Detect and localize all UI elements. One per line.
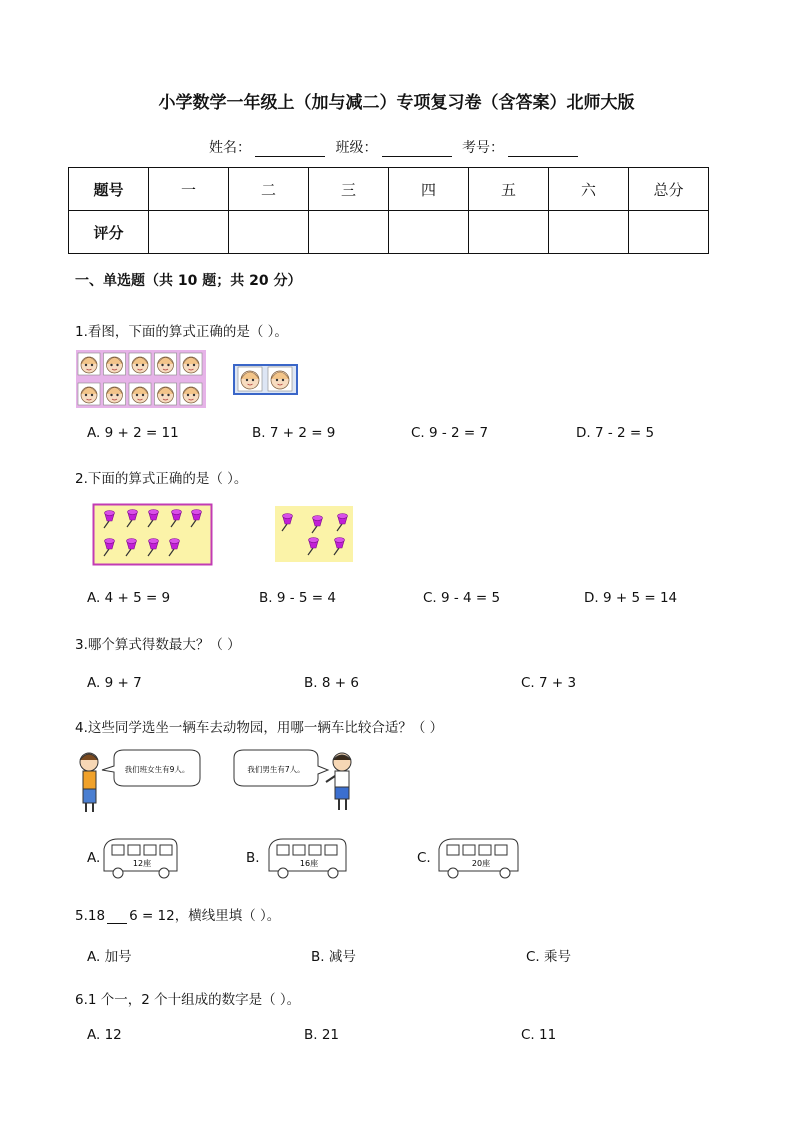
option-a[interactable]: A. 4 + 5 = 9 xyxy=(87,590,171,606)
face-icon xyxy=(180,353,202,375)
question-1: 1.看图，下面的算式正确的是（ ）。 xyxy=(75,324,288,340)
option-c[interactable]: C. 9 - 4 = 5 xyxy=(423,590,501,606)
boy-speech-image xyxy=(230,748,362,818)
score-input-cell[interactable] xyxy=(549,211,629,254)
question-4: 4.这些同学选坐一辆车去动物园，用哪一辆车比较合适？（ ） xyxy=(75,720,444,736)
score-header-row xyxy=(69,168,709,211)
score-input-cell[interactable] xyxy=(149,211,229,254)
option-c[interactable]: C. 11 xyxy=(521,1027,557,1043)
option-d[interactable]: D. 7 - 2 = 5 xyxy=(576,425,655,441)
score-cell: 三 xyxy=(309,168,389,211)
bus-20-image xyxy=(435,835,521,881)
girl-speech-image xyxy=(74,748,204,816)
option-c[interactable]: C. 7 + 3 xyxy=(521,675,577,691)
question-5-part-a: 5.18 xyxy=(75,908,106,924)
option-a[interactable]: A. 9 + 2 = 11 xyxy=(87,425,179,441)
question-6: 6.1 个一，2 个十组成的数字是（ ）。 xyxy=(75,992,301,1008)
option-c[interactable]: C. 9 - 2 = 7 xyxy=(411,425,489,441)
question-2: 2.下面的算式正确的是（ ）。 xyxy=(75,471,248,487)
page-title: 小学数学一年级上（加与减二）专项复习卷（含答案）北师大版 xyxy=(158,93,635,113)
score-input-cell[interactable] xyxy=(469,211,549,254)
option-a[interactable]: A. 9 + 7 xyxy=(87,675,142,691)
option-c[interactable]: C. xyxy=(417,850,431,866)
name-label: 姓名： xyxy=(209,140,252,156)
pins-group-image xyxy=(275,506,353,562)
pins-box-image xyxy=(92,503,214,567)
face-icon xyxy=(238,367,262,391)
student-info xyxy=(0,137,793,157)
faces-group-image xyxy=(76,350,208,410)
option-b[interactable]: B. 9 - 5 = 4 xyxy=(259,590,336,606)
score-row-label: 评分 xyxy=(69,211,149,254)
option-c[interactable]: C. 乘号 xyxy=(526,949,572,965)
bubble-left-text: 我们班女生有9人。 xyxy=(124,765,190,774)
score-cell: 五 xyxy=(469,168,549,211)
faces-box-image xyxy=(233,364,299,396)
option-b[interactable]: B. xyxy=(246,850,260,866)
face-icon xyxy=(78,353,100,375)
bubble-right-text: 我们男生有7人。 xyxy=(247,765,305,774)
name-blank[interactable] xyxy=(255,142,325,157)
option-b[interactable]: B. 减号 xyxy=(311,949,356,965)
face-icon xyxy=(268,367,292,391)
score-cell: 四 xyxy=(389,168,469,211)
class-blank[interactable] xyxy=(382,142,452,157)
bus-label: 20座 xyxy=(471,859,491,868)
class-label: 班级： xyxy=(335,140,378,156)
score-cell: 题号 xyxy=(69,168,149,211)
face-icon xyxy=(155,383,177,405)
bus-12-image xyxy=(100,835,180,881)
face-icon xyxy=(155,353,177,375)
option-b[interactable]: B. 21 xyxy=(304,1027,340,1043)
score-value-row xyxy=(69,211,709,254)
score-cell: 一 xyxy=(149,168,229,211)
question-5-part-b: 6 = 12，横线里填（ ）。 xyxy=(129,908,281,924)
question-3: 3.哪个算式得数最大？（ ） xyxy=(75,637,241,653)
face-icon xyxy=(129,383,151,405)
option-b[interactable]: B. 8 + 6 xyxy=(304,675,359,691)
face-icon xyxy=(104,383,126,405)
bus-16-image xyxy=(265,835,349,881)
score-cell: 总分 xyxy=(629,168,709,211)
exam-label: 考号： xyxy=(461,140,504,156)
option-a[interactable]: A. 12 xyxy=(87,1027,122,1043)
score-input-cell[interactable] xyxy=(389,211,469,254)
section-heading: 一、单选题（共 10 题；共 20 分） xyxy=(75,273,302,289)
question-5 xyxy=(75,904,280,924)
option-b[interactable]: B. 7 + 2 = 9 xyxy=(252,425,336,441)
option-a[interactable]: A. xyxy=(87,850,101,866)
bus-label: 12座 xyxy=(132,859,152,868)
exam-blank[interactable] xyxy=(508,142,578,157)
score-input-cell[interactable] xyxy=(629,211,709,254)
score-input-cell[interactable] xyxy=(229,211,309,254)
option-d[interactable]: D. 9 + 5 = 14 xyxy=(584,590,678,606)
face-icon xyxy=(129,353,151,375)
score-input-cell[interactable] xyxy=(309,211,389,254)
option-a[interactable]: A. 加号 xyxy=(87,949,132,965)
score-cell: 二 xyxy=(229,168,309,211)
score-table xyxy=(68,167,709,254)
face-icon xyxy=(180,383,202,405)
bus-label: 16座 xyxy=(299,859,319,868)
answer-blank[interactable] xyxy=(107,911,127,924)
score-cell: 六 xyxy=(549,168,629,211)
face-icon xyxy=(78,383,100,405)
face-icon xyxy=(104,353,126,375)
